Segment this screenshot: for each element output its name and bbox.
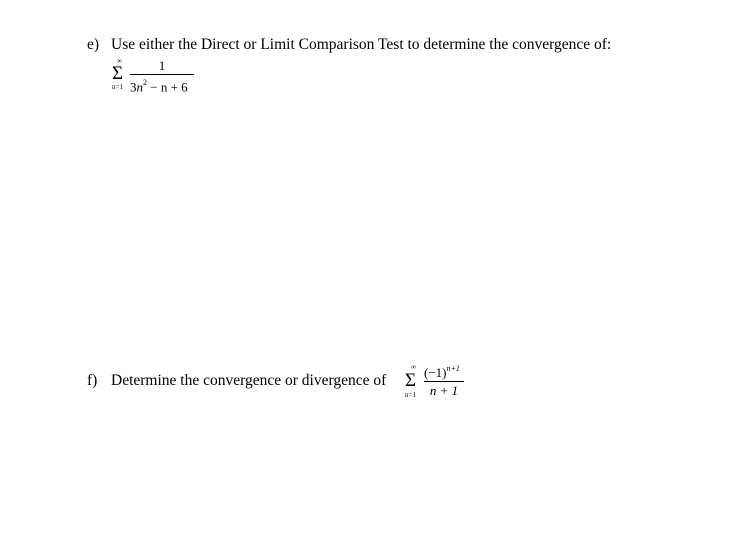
series-e-den-exp: 2 xyxy=(143,78,147,87)
series-e-den-coef: 3 xyxy=(130,79,137,95)
series-e-denominator xyxy=(130,77,198,94)
series-f-numerator xyxy=(424,366,464,382)
problem-f-text: Determine the convergence or divergence of xyxy=(111,372,387,389)
series-f-fraction-bar xyxy=(424,381,464,382)
series-e-upper-limit: ∞ xyxy=(117,57,122,65)
series-e-sigma: Σ xyxy=(112,63,124,84)
series-f-upper-limit: ∞ xyxy=(411,363,416,371)
series-f-denominator xyxy=(424,384,464,398)
problem-e-label: e) xyxy=(87,36,100,53)
series-f-num-base: (−1) xyxy=(424,365,447,380)
series-f-sigma: Σ xyxy=(405,370,417,391)
series-e-den-var: n xyxy=(136,79,143,95)
series-f-den-text: n + 1 xyxy=(429,383,459,398)
problem-f-label: f) xyxy=(87,372,98,389)
series-f-num-exp: n+1 xyxy=(446,364,460,373)
series-e-den-rest: − n + 6 xyxy=(150,79,188,95)
series-e-lower-limit: n=1 xyxy=(112,83,123,91)
series-e-fraction-bar xyxy=(130,74,194,75)
problem-e-text: Use either the Direct or Limit Comparison Test to determine the convergence of: xyxy=(111,36,612,53)
series-e-numerator: 1 xyxy=(158,58,166,73)
series-f-lower-limit: n=1 xyxy=(405,391,416,399)
